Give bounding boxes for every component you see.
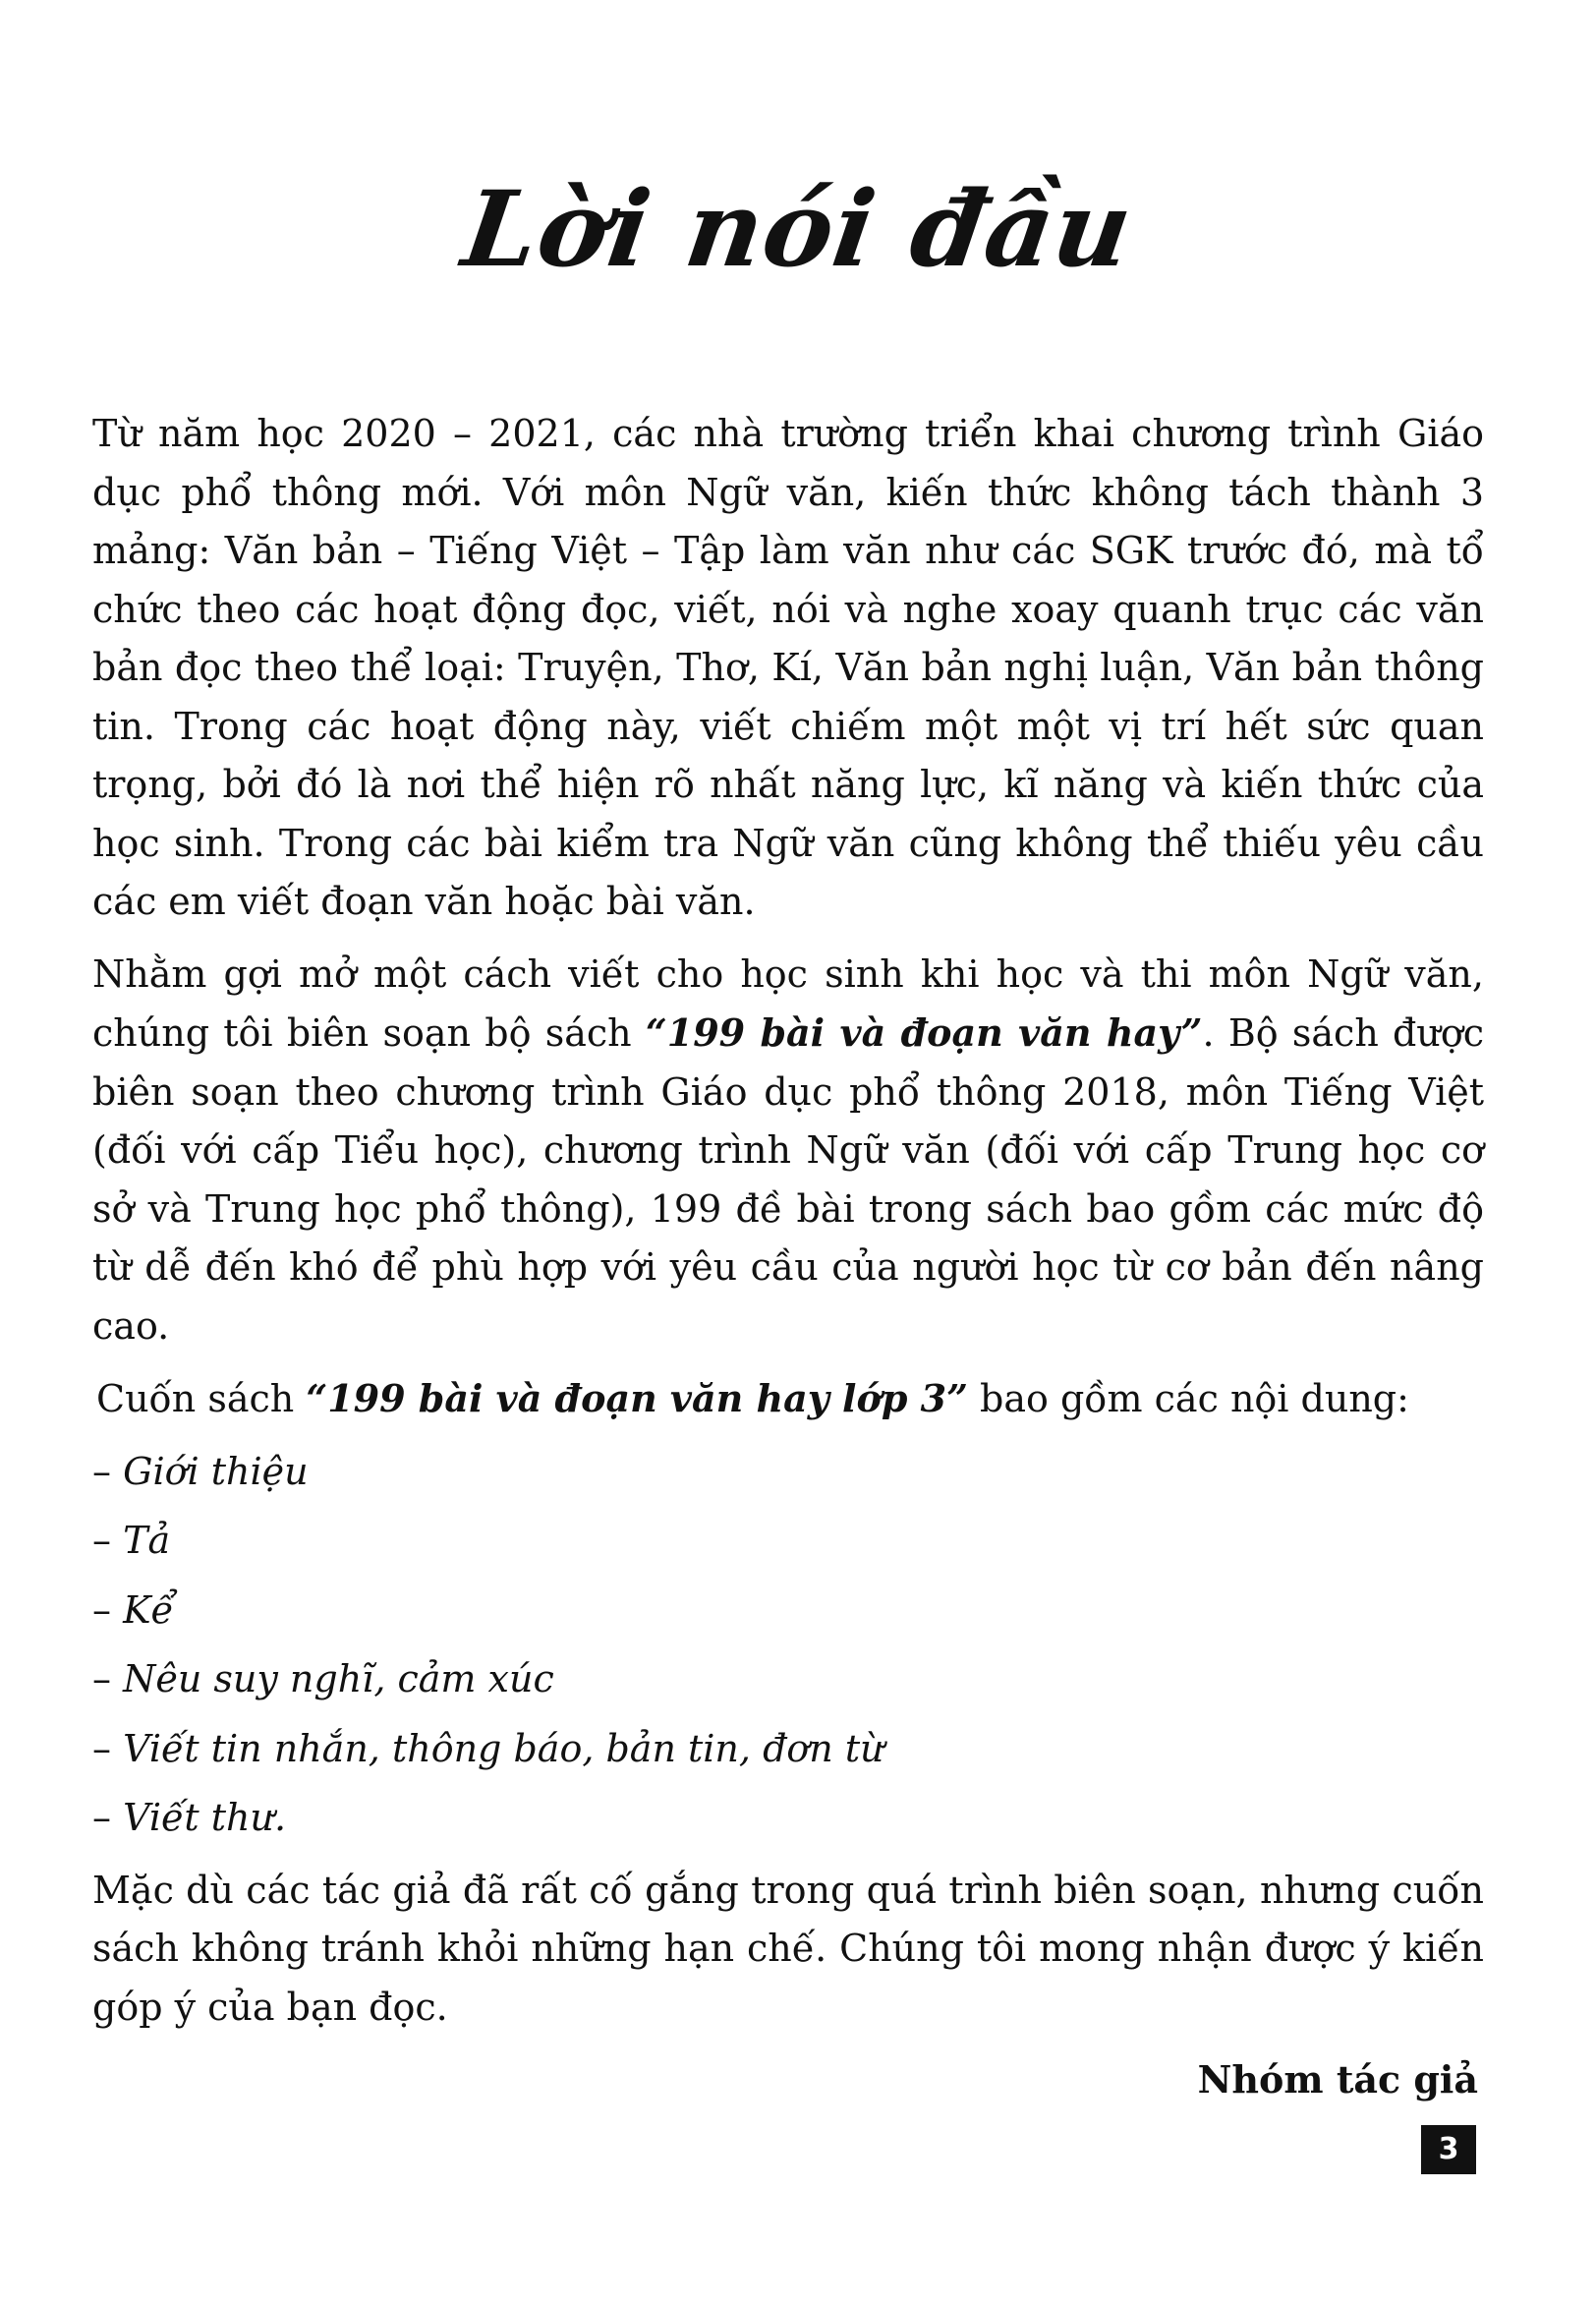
contents-list <box>92 1443 1484 1848</box>
list-item: – Nêu suy nghĩ, cảm xúc <box>92 1650 1484 1709</box>
author-signature: Nhóm tác giả <box>1197 2057 1478 2102</box>
preface-body <box>92 405 1484 2109</box>
contents-intro-text-1: Cuốn sách <box>96 1377 307 1420</box>
book-series-title: “199 bài và đoạn văn hay” <box>645 1010 1203 1055</box>
list-item: – Viết tin nhắn, thông báo, bản tin, đơn từ <box>92 1720 1484 1779</box>
paragraph-closing: Mặc dù các tác giả đã rất cố gắng trong quá trình biên soạn, nhưng cuốn sách không tránh khỏi những hạn chế. Chúng tôi mong nhận được ý kiến góp ý của bạn đọc. <box>92 1868 1484 2029</box>
paragraph-intro: Từ năm học 2020 – 2021, các nhà trường triển khai chương trình Giáo dục phổ thông mới. Với môn Ngữ văn, kiến thức không tách thành 3 mảng: Văn bản – Tiếng Việt – Tập làm văn như các SGK trước đó, mà tổ chức theo các hoạt động đọc, viết, nói và nghe xoay quanh trục các văn bản đọc theo thể loại: Truyện, Thơ, Kí, Văn bản nghị luận, Văn bản thông tin. Trong các hoạt động này, viết chiếm một một vị trí hết sức quan trọng, bởi đó là nơi thể hiện rõ nhất năng lực, kĩ năng và kiến thức của học sinh. Trong các bài kiểm tra Ngữ văn cũng không thể thiếu yêu cầu các em viết đoạn văn hoặc bài văn. <box>92 412 1484 923</box>
contents-intro-text-2: bao gồm các nội dung: <box>967 1377 1409 1420</box>
list-item: – Tả <box>92 1512 1484 1571</box>
paragraph-contents-intro <box>92 1369 1484 1429</box>
paragraph-book-series-text-1: Nhằm gợi mở một cách viết cho học sinh khi học và thi môn Ngữ văn, chúng tôi biên soạn bộ sách <box>92 951 1484 1055</box>
list-item: – Giới thiệu <box>92 1443 1484 1502</box>
list-item: – Viết thư. <box>92 1789 1484 1848</box>
paragraph-book-series <box>92 946 1484 1356</box>
page-number: 3 <box>1421 2125 1476 2174</box>
book-title: “199 bài và đoạn văn hay lớp 3” <box>306 1376 968 1420</box>
paragraph-book-series-text-2: . Bộ sách được biên soạn theo chương trình Giáo dục phổ thông 2018, môn Tiếng Việt (đối với cấp Tiểu học), chương trình Ngữ văn (đối với cấp Trung học cơ sở và Trung học phổ thông), 199 đề bài trong sách bao gồm các mức độ từ dễ đến khó để phù hợp với yêu cầu của người học từ cơ bản đến nâng cao. <box>92 1011 1485 1348</box>
list-item: – Kể <box>92 1582 1484 1641</box>
page-title: Lời nói đầu <box>456 167 1140 290</box>
